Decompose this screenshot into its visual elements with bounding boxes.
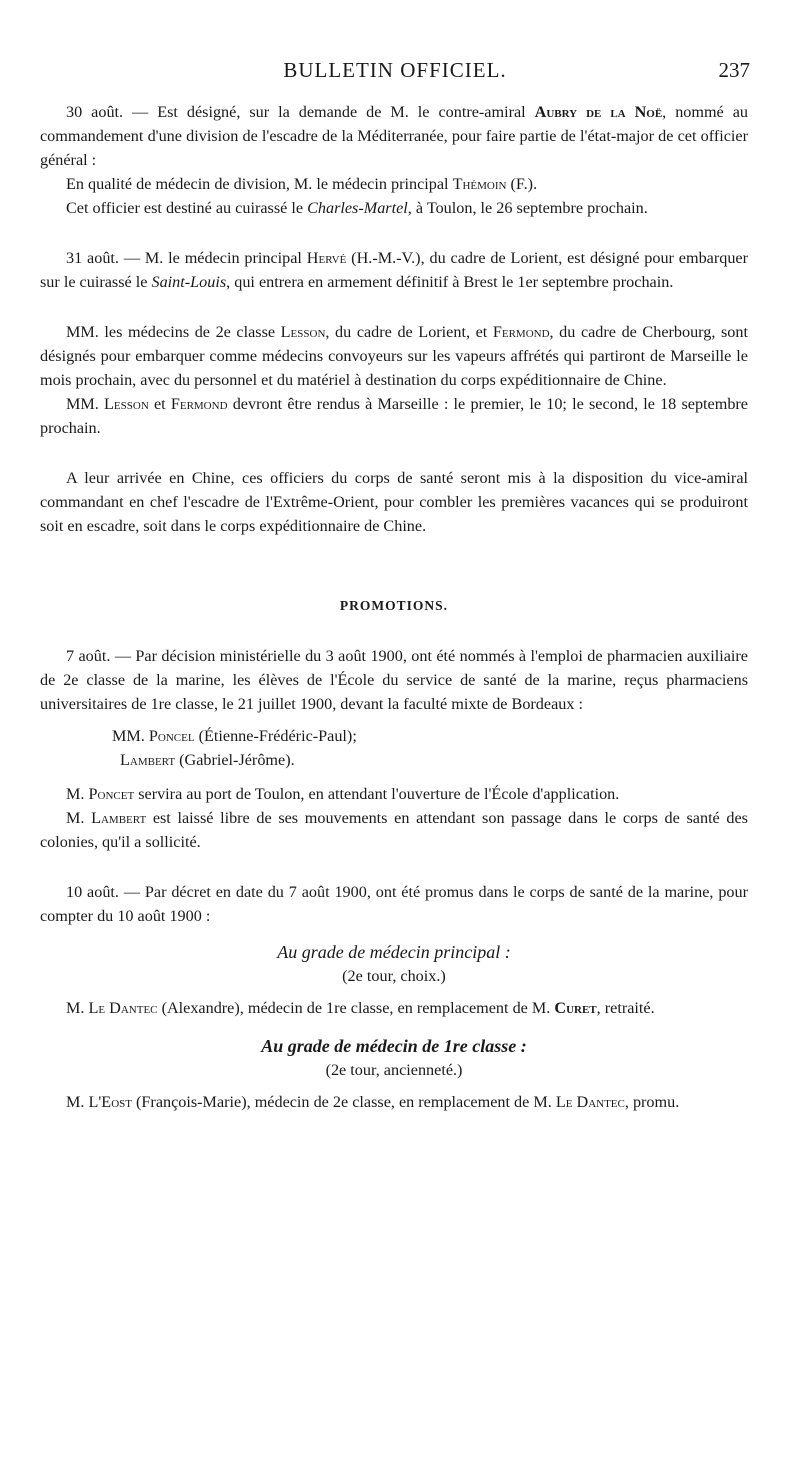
person-name: Thémoin (452, 175, 507, 193)
paragraph-chine: A leur arrivée en Chine, ces officiers du corps de santé seront mis à la disposition du vice-amiral commandant en chef l'escadre de l'Extrême-Orient, pour combler les premières vacances qui se produiront soit en escadre, soit dans le corps expéditionnaire de Chine. (40, 469, 748, 535)
paragraph-lambert: M. Lambert est laissé libre de ses mouvements en attendant son passage dans le corps de santé des colonies, qu'il a sollicité. (40, 809, 748, 851)
running-title: BULLETIN OFFICIEL. (283, 58, 507, 82)
person-name: L'Eost (88, 1093, 132, 1111)
paragraph-poncet: M. Poncet servira au port de Toulon, en attendant l'ouverture de l'École d'application. (66, 785, 620, 803)
person-name: Lesson (280, 323, 326, 341)
page-header (40, 58, 750, 88)
person-name: Le Dantec (88, 999, 158, 1017)
person-name: Aubry de la Noë (534, 103, 663, 121)
list-item: Lambert (Gabriel-Jérôme). (120, 751, 295, 769)
paragraph-30-aout: 30 août. — Est désigné, sur la demande de M. le contre-amiral Aubry de la Noë, nommé au commandement d'une division de l'escadre de la Méditerranée, pour faire partie de l'état-major de cet officier général : (40, 103, 748, 169)
person-name: Lambert (91, 809, 147, 827)
grade-heading: Au grade de médecin principal : (277, 942, 511, 962)
paragraph-10-aout: 10 août. — Par décret en date du 7 août 1900, ont été promus dans le corps de santé de la marine, pour compter du 10 août 1900 : (40, 883, 748, 925)
list-item: MM. Poncel (Étienne-Frédéric-Paul); (112, 727, 357, 745)
grade-subheading: (2e tour, choix.) (342, 967, 446, 985)
person-name: Lambert (120, 751, 176, 769)
paragraph-7-aout: 7 août. — Par décision ministérielle du 3 août 1900, ont été nommés à l'emploi de pharmacien auxiliaire de 2e classe de la marine, les élèves de l'École du service de santé de la marine, reçus pharmaciens universitaires de 1re classe, le 21 juillet 1900, devant la faculté mixte de Bordeaux : (40, 647, 748, 713)
paragraph-le-dantec: M. Le Dantec (Alexandre), médecin de 1re classe, en remplacement de M. Curet, retraité. (66, 999, 655, 1017)
paragraph-convoyeurs: MM. les médecins de 2e classe Lesson, du cadre de Lorient, et Fermond, du cadre de Cherbourg, sont désignés pour embarquer comme médecins convoyeurs sur les vapeurs affrétés qui partiront de Marseille le mois prochain, avec du personnel et du matériel à destination du corps expéditionnaire de Chine. (40, 323, 748, 389)
section-heading: PROMOTIONS. (339, 598, 449, 613)
person-name: Fermond (492, 323, 550, 341)
ship-name: Saint-Louis (151, 273, 227, 291)
person-name: Poncel (148, 727, 195, 745)
person-name: Hervé (306, 249, 347, 267)
paragraph-destination: Cet officier est destiné au cuirassé le Charles-Martel, à Toulon, le 26 septembre prochain. (66, 199, 648, 217)
grade-subheading: (2e tour, ancienneté.) (325, 1061, 463, 1079)
ship-name: Charles-Martel (307, 199, 408, 217)
paragraph-31-aout: 31 août. — M. le médecin principal Hervé (H.-M.-V.), du cadre de Lorient, est désigné pour embarquer sur le cuirassé le Saint-Louis, qui entrera en armement définitif à Brest le 1er septembre prochain. (40, 249, 748, 291)
person-name: Lesson (104, 395, 149, 413)
paragraph-qualite: En qualité de médecin de division, M. le médecin principal Thémoin (F.). (66, 175, 538, 193)
person-name: Curet (554, 999, 597, 1017)
person-name: Poncet (88, 785, 135, 803)
person-name: Le Dantec (555, 1093, 625, 1111)
paragraph-marseille: MM. Lesson et Fermond devront être rendus à Marseille : le premier, le 10; le second, le 18 septembre prochain. (40, 395, 748, 437)
person-name: Fermond (170, 395, 228, 413)
paragraph-leost: M. L'Eost (François-Marie), médecin de 2e classe, en remplacement de M. Le Dantec, promu. (66, 1093, 680, 1111)
document-body (40, 100, 748, 1114)
grade-heading: Au grade de médecin de 1re classe : (261, 1036, 527, 1056)
page-number: 237 (718, 58, 750, 82)
